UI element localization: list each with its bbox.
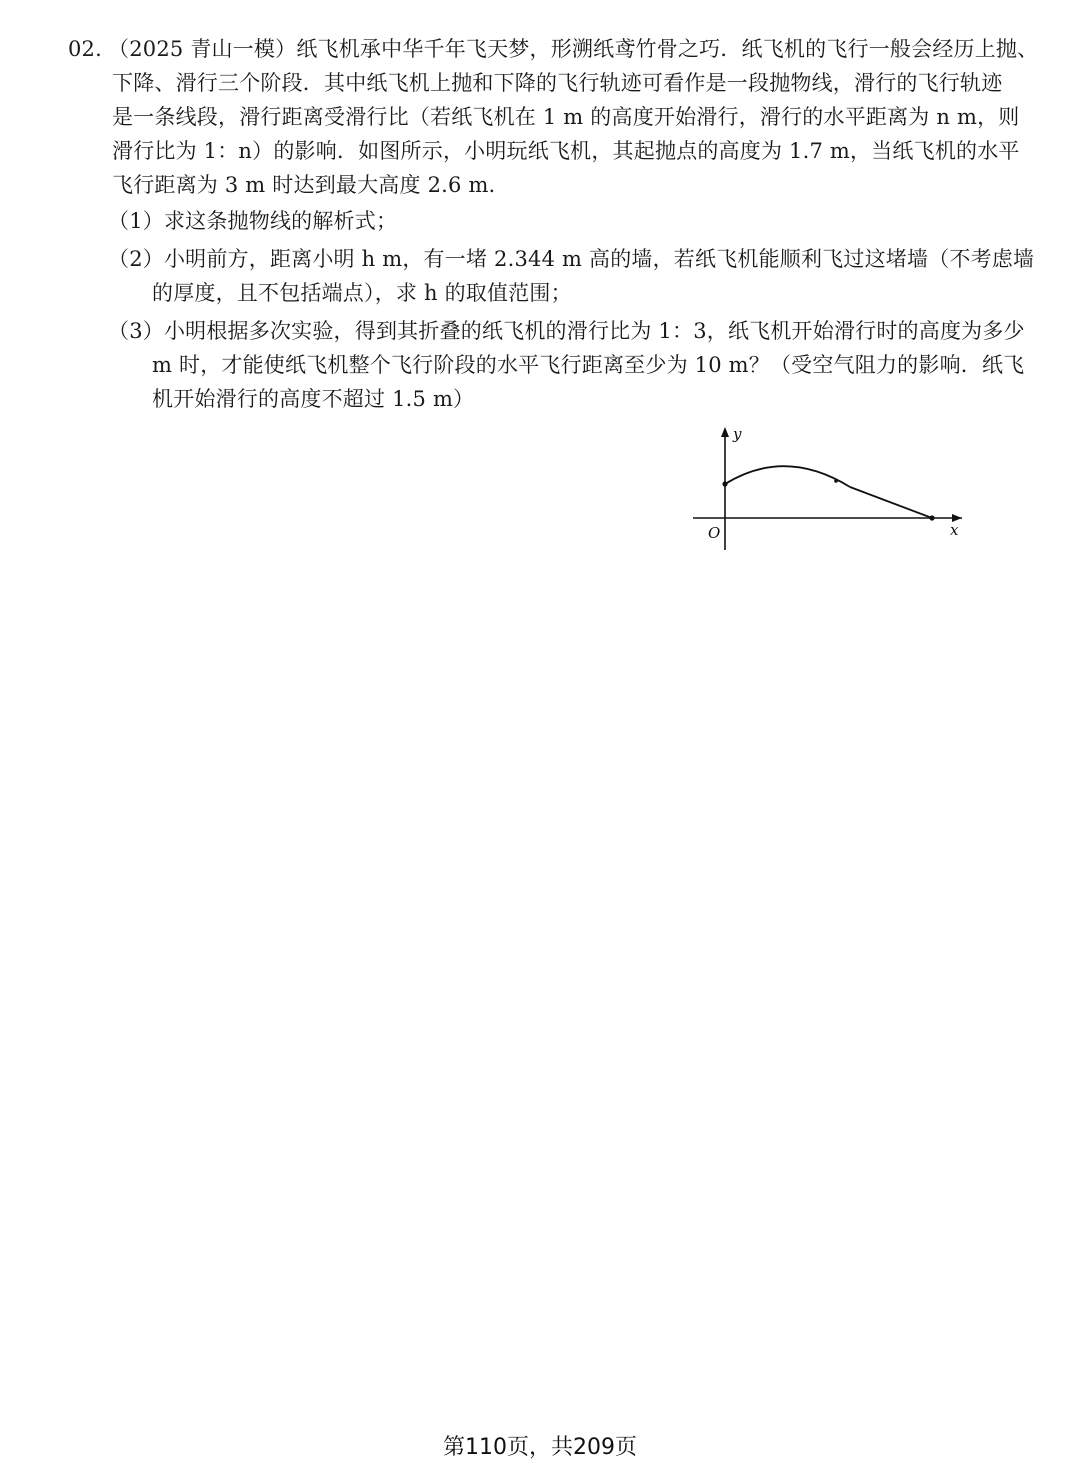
parabola-curve [725,466,850,487]
part-2-line-1: （2）小明前方，距离小明 h m，有一堵 2.344 m 高的墙，若纸飞机能顺利飞过这堵墙（不考虑墙 [108,247,1035,271]
glide-segment [850,487,932,518]
origin-label: O [708,524,721,542]
part-2-line-2: 的厚度，且不包括端点），求 h 的取值范围； [152,281,572,305]
flight-path-figure [690,425,970,555]
problem-text-line-5: 飞行距离为 3 m 时达到最大高度 2.6 m. [112,173,496,197]
launch-point [722,481,727,486]
y-axis-arrow-icon [721,427,729,437]
glide-start-point [834,479,838,483]
problem-text-line-4: 滑行比为 1：n）的影响．如图所示，小明玩纸飞机，其起抛点的高度为 1.7 m，当纸飞机的水平 [112,139,1020,163]
landing-point [929,515,934,520]
page-footer: 第110页，共209页 [443,1435,637,1460]
problem-text-line-2: 下降、滑行三个阶段．其中纸飞机上抛和下降的飞行轨迹可看作是一段抛物线，滑行的飞行轨迹 [112,71,1003,95]
x-axis-label: x [950,521,959,539]
part-3-line-2: m 时，才能使纸飞机整个飞行阶段的水平飞行距离至少为 10 m？（受空气阻力的影响．纸飞 [152,353,1025,377]
part-1-line-1: （1）求这条抛物线的解析式； [108,209,398,233]
problem-number: 02. [68,37,102,61]
y-axis-label: y [733,425,742,443]
part-3-line-1: （3）小明根据多次实验，得到其折叠的纸飞机的滑行比为 1：3，纸飞机开始滑行时的高度为多少 [108,319,1025,343]
flight-path-svg [690,425,970,555]
problem-text-line-1: （2025 青山一模）纸飞机承中华千年飞天梦，形溯纸鸢竹骨之巧．纸飞机的飞行一般会经历上抛、 [108,37,1039,61]
part-3-line-3: 机开始滑行的高度不超过 1.5 m） [152,387,475,411]
problem-text-line-3: 是一条线段，滑行距离受滑行比（若纸飞机在 1 m 的高度开始滑行，滑行的水平距离为 n m，则 [112,105,1020,129]
